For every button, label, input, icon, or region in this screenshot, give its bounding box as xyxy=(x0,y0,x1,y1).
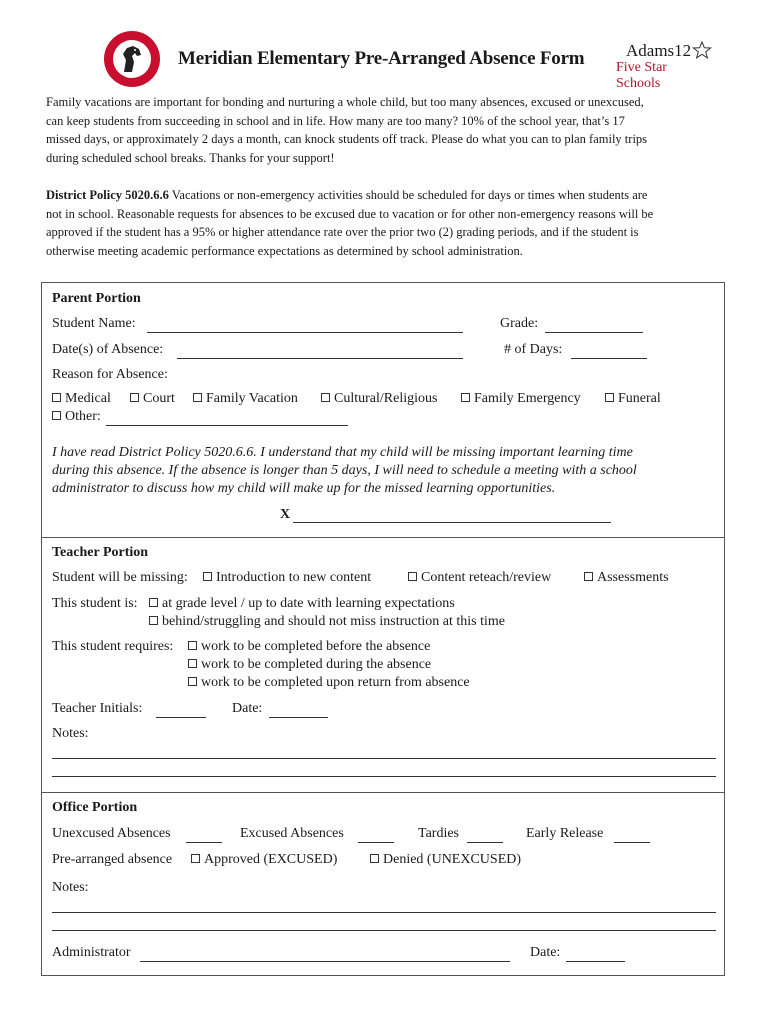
teacher-date-field[interactable] xyxy=(269,717,328,718)
checkbox-icon[interactable] xyxy=(193,393,202,402)
dates-field[interactable] xyxy=(177,358,463,359)
school-logo xyxy=(104,31,160,87)
missing-option-label: Content reteach/review xyxy=(421,570,552,585)
unexcused-label: Unexcused Absences xyxy=(52,826,171,841)
prearranged-label: Pre-arranged absence xyxy=(52,852,173,867)
policy-label: District Policy 5020.6.6 xyxy=(46,188,169,202)
missing-reteach[interactable] xyxy=(408,570,551,586)
checkbox-icon[interactable] xyxy=(321,393,330,402)
teacher-notes-line[interactable] xyxy=(52,776,716,777)
checkbox-icon[interactable] xyxy=(584,572,593,581)
checkbox-icon[interactable] xyxy=(149,598,158,607)
teacher-heading: Teacher Portion xyxy=(52,545,149,560)
policy-line: otherwise meeting academic performance expectations as determined by school administration. xyxy=(46,244,523,259)
approved-label: Approved (EXCUSED) xyxy=(204,852,338,867)
early-release-label: Early Release xyxy=(526,826,604,841)
early-release-field[interactable] xyxy=(614,842,650,843)
signature-mark: X xyxy=(280,507,291,522)
missing-assessments[interactable] xyxy=(584,570,669,586)
dates-label: Date(s) of Absence: xyxy=(52,342,164,357)
status-option-label: behind/struggling and should not miss instruction at this time xyxy=(162,614,505,629)
requires-after[interactable] xyxy=(188,675,470,691)
excused-label: Excused Absences xyxy=(240,826,344,841)
reason-option-label: Funeral xyxy=(618,391,661,406)
district-logo xyxy=(614,41,714,91)
status-option-label: at grade level / up to date with learning expectations xyxy=(162,596,455,611)
days-label: # of Days: xyxy=(504,342,563,357)
requires-option-label: work to be completed upon return from absence xyxy=(201,675,470,690)
other-label: Other: xyxy=(65,409,101,424)
parent-signature-field[interactable] xyxy=(293,522,611,523)
missing-option-label: Introduction to new content xyxy=(216,570,372,585)
missing-new-content[interactable] xyxy=(203,570,371,586)
reason-option-label: Family Vacation xyxy=(206,391,298,406)
policy-line: approved if the student has a 95% or higher attendance rate over the prior two (2) grading periods, and if the student is xyxy=(46,225,639,240)
mustang-icon xyxy=(118,44,146,74)
status-behind[interactable] xyxy=(149,614,505,630)
reason-option-label: Medical xyxy=(65,391,111,406)
reason-cultural-religious[interactable] xyxy=(321,391,437,407)
checkbox-icon[interactable] xyxy=(370,854,379,863)
policy-text: Vacations or non-emergency activities should be scheduled for days or times when students are xyxy=(168,188,648,202)
checkbox-icon[interactable] xyxy=(191,854,200,863)
reason-court[interactable] xyxy=(130,391,175,407)
star-icon xyxy=(692,41,712,59)
checkbox-icon[interactable] xyxy=(149,616,158,625)
checkbox-icon[interactable] xyxy=(461,393,470,402)
intro-line: missed days, or approximately 2 days a month, can knock students off track. Please do what you can to plan family trips xyxy=(46,132,648,147)
teacher-notes-line[interactable] xyxy=(52,758,716,759)
office-notes-label: Notes: xyxy=(52,880,89,895)
reason-medical[interactable] xyxy=(52,391,111,407)
checkbox-icon[interactable] xyxy=(52,411,61,420)
intro-line: can keep students from succeeding in school and in life. How many are too many? 10% of the school year, that’s 17 xyxy=(46,113,625,128)
page-title: Meridian Elementary Pre-Arranged Absence Form xyxy=(178,48,585,69)
reason-funeral[interactable] xyxy=(605,391,661,407)
checkbox-icon[interactable] xyxy=(203,572,212,581)
statement-line: administrator to discuss how my child will make up for the missed learning opportunities. xyxy=(52,481,556,496)
requires-label: This student requires: xyxy=(52,639,174,654)
student-name-field[interactable] xyxy=(147,332,463,333)
checkbox-icon[interactable] xyxy=(130,393,139,402)
checkbox-icon[interactable] xyxy=(605,393,614,402)
parent-heading: Parent Portion xyxy=(52,291,141,306)
office-notes-line[interactable] xyxy=(52,912,716,913)
requires-option-label: work to be completed during the absence xyxy=(201,657,432,672)
teacher-notes-label: Notes: xyxy=(52,726,89,741)
teacher-initials-field[interactable] xyxy=(156,717,206,718)
reason-family-emergency[interactable] xyxy=(461,391,581,407)
missing-option-label: Assessments xyxy=(597,570,669,585)
tardies-label: Tardies xyxy=(418,826,460,841)
missing-label: Student will be missing: xyxy=(52,570,188,585)
checkbox-icon[interactable] xyxy=(52,393,61,402)
requires-option-label: work to be completed before the absence xyxy=(201,639,431,654)
intro-paragraph xyxy=(46,93,726,168)
reason-option-label: Court xyxy=(143,391,175,406)
district-logo-top: Adams12 xyxy=(626,41,692,60)
denied-option[interactable] xyxy=(370,852,521,868)
reason-option-label: Cultural/Religious xyxy=(334,391,438,406)
administrator-field[interactable] xyxy=(140,961,510,962)
checkbox-icon[interactable] xyxy=(188,659,197,668)
teacher-date-label: Date: xyxy=(232,701,263,716)
days-field[interactable] xyxy=(571,358,647,359)
district-logo-bottom: Five Star Schools xyxy=(616,60,667,91)
reason-family-vacation[interactable] xyxy=(193,391,298,407)
checkbox-icon[interactable] xyxy=(188,677,197,686)
teacher-initials-label: Teacher Initials: xyxy=(52,701,143,716)
statement-line: I have read District Policy 5020.6.6. I understand that my child will be missing important learning time xyxy=(52,445,633,460)
office-date-label: Date: xyxy=(530,945,561,960)
requires-during[interactable] xyxy=(188,657,431,673)
checkbox-icon[interactable] xyxy=(188,641,197,650)
intro-line: during scheduled school breaks. Thanks for your support! xyxy=(46,151,335,166)
status-label: This student is: xyxy=(52,596,138,611)
grade-field[interactable] xyxy=(545,332,643,333)
reason-other[interactable] xyxy=(52,409,101,425)
status-at-grade[interactable] xyxy=(149,596,455,612)
denied-label: Denied (UNEXCUSED) xyxy=(383,852,522,867)
student-name-label: Student Name: xyxy=(52,316,136,331)
parent-portion xyxy=(41,282,725,538)
other-reason-field[interactable] xyxy=(106,425,348,426)
excused-field[interactable] xyxy=(358,842,394,843)
unexcused-field[interactable] xyxy=(186,842,222,843)
administrator-label: Administrator xyxy=(52,945,131,960)
office-portion xyxy=(41,792,725,976)
approved-option[interactable] xyxy=(191,852,337,868)
office-date-field[interactable] xyxy=(566,961,625,962)
reason-option-label: Family Emergency xyxy=(474,391,581,406)
policy-paragraph xyxy=(46,186,726,261)
grade-label: Grade: xyxy=(500,316,539,331)
reason-label: Reason for Absence: xyxy=(52,367,168,382)
policy-line: not in school. Reasonable requests for absences to be excused due to vacation or for other non-emergency reasons will be xyxy=(46,206,654,221)
tardies-field[interactable] xyxy=(467,842,503,843)
intro-line: Family vacations are important for bonding and nurturing a whole child, but too many absences, excused or unexcused, xyxy=(46,95,644,109)
office-notes-line[interactable] xyxy=(52,930,716,931)
checkbox-icon[interactable] xyxy=(408,572,417,581)
requires-before[interactable] xyxy=(188,639,430,655)
office-heading: Office Portion xyxy=(52,800,138,815)
statement-line: during this absence. If the absence is longer than 5 days, I will need to schedule a meeting with a school xyxy=(52,463,637,478)
